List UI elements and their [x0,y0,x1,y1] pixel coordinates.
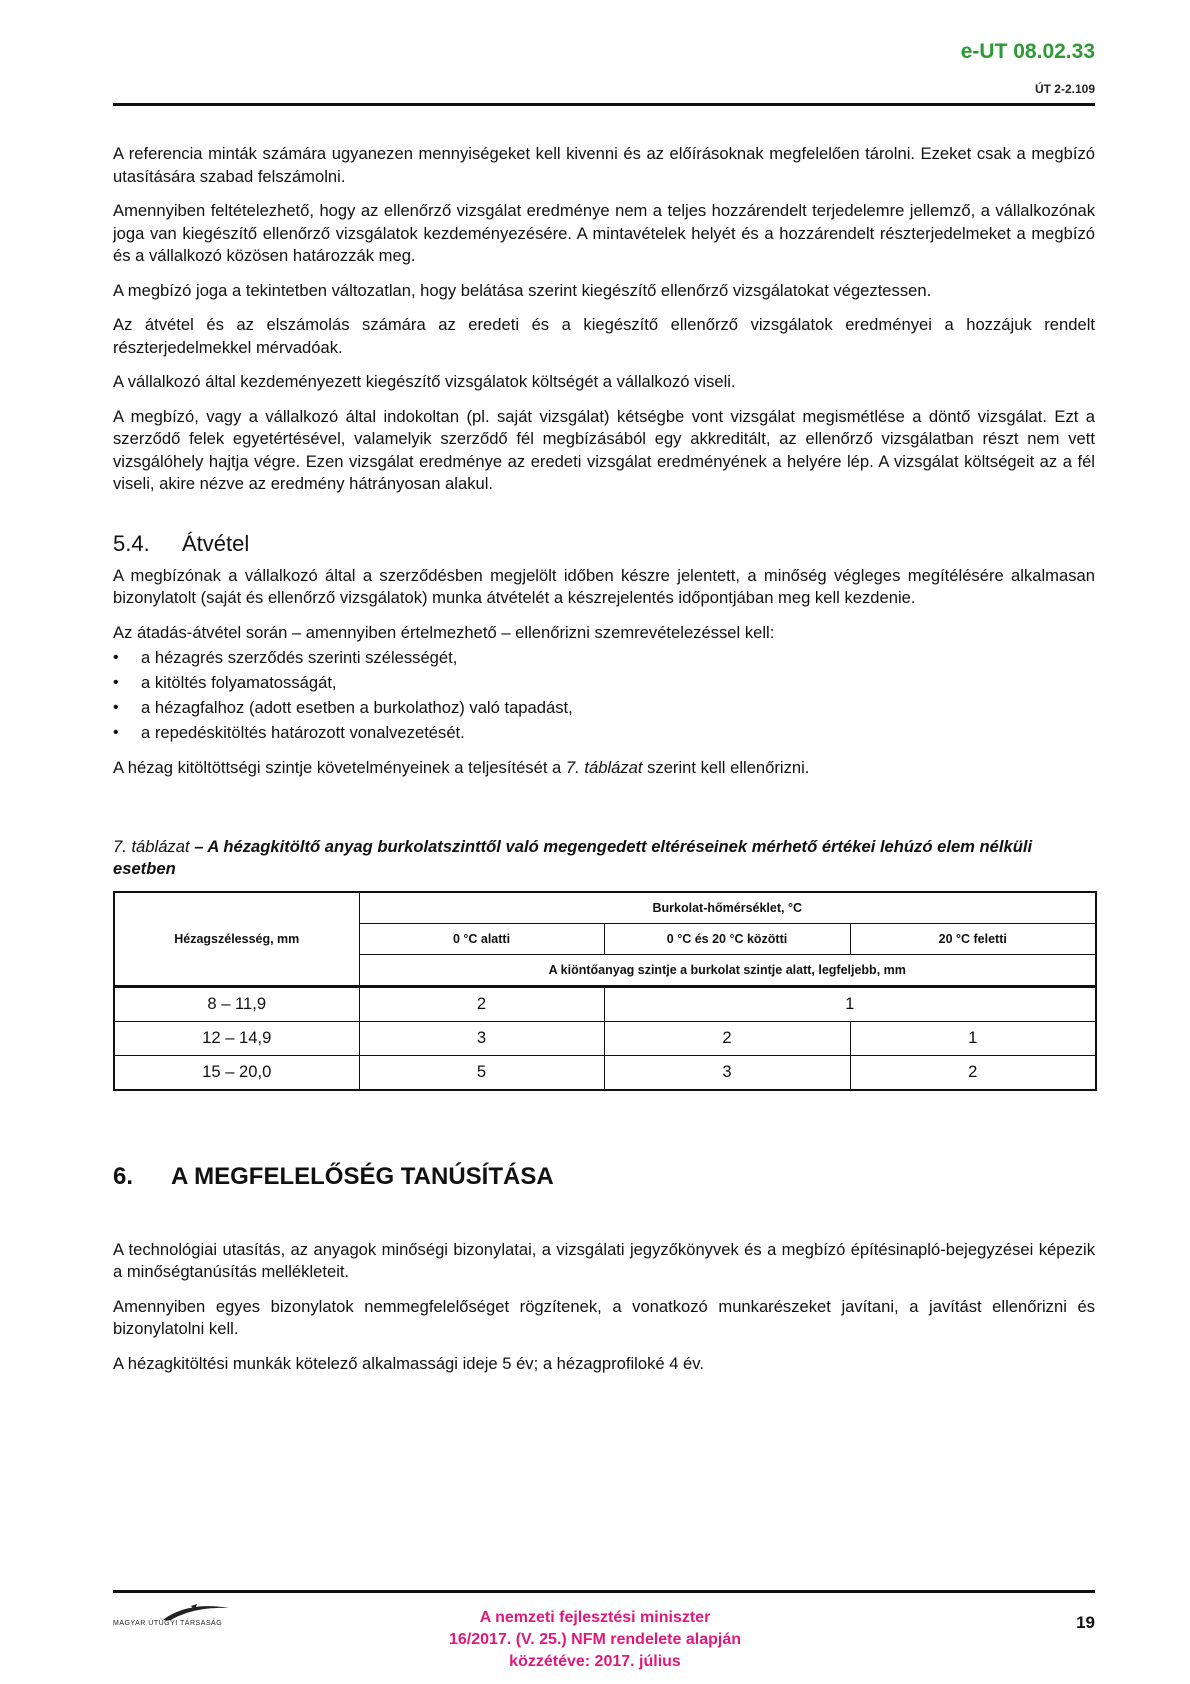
paragraph: A technológiai utasítás, az anyagok minőségi bizonylatai, a vizsgálati jegyzőkönyvek és a megbízó építésinapló-bejegyzései képezik a minőségtanúsítás mellékleteit. [113,1239,1095,1281]
cell-width: 8 – 11,9 [114,986,359,1021]
cell-width: 15 – 20,0 [114,1055,359,1090]
paragraph: Amennyiben feltételezhető, hogy az ellenőrző vizsgálat eredménye nem a teljes hozzárendelt terjedelemre jellemző, a vállalkozónak joga van kiegészítő ellenőrző vizsgálatok kezdeményezésére. A mintavételek helyét és a hozzárendelt részterjedelmeket a megbízó és a vállalkozó közösen határozzák meg. [113,201,1095,265]
list-item-text: a repedéskitöltés határozott vonalvezetését. [141,723,465,742]
table-row [114,1021,1096,1055]
paragraph: A hézagkitöltési munkák kötelező alkalmassági ideje 5 év; a hézagprofiloké 4 év. [113,1353,704,1373]
cell-value: 1 [850,1021,1096,1055]
text-run: A hézag kitöltöttségi szintje követelményeinek a teljesítését a [113,758,566,777]
caption-ref: 7. táblázat [113,836,190,856]
header-joint-width: Hézagszélesség, mm [114,892,359,987]
list-item-text: a hézagfalhoz (adott esetben a burkolathoz) való tapadást, [141,698,573,717]
list-item [113,695,1095,720]
cell-value: 2 [604,1021,850,1055]
section-number: 5.4. [113,530,150,556]
table-reference: 7. táblázat [565,758,643,777]
section-number: 6. [113,1162,134,1190]
header-temperature: Burkolat-hőmérséklet, °C [359,892,1096,924]
header-subheader: A kiöntőanyag szintje a burkolat szintje alatt, legfeljebb, mm [359,954,1096,986]
publication-line: 16/2017. (V. 25.) NFM rendelete alapján [449,1631,741,1648]
organization-name: MAGYAR ÚTÜGYI TÁRSASÁG [113,1620,223,1627]
cell-value: 2 [850,1055,1096,1090]
list-item [113,670,1095,695]
section-6-heading [113,1163,1095,1191]
publication-line: közzétéve: 2017. július [509,1653,681,1670]
header-col-above-20: 20 °C feletti [850,923,1096,954]
list-intro: Az átadás-átvétel során – amennyiben értelmezhető – ellenőrizni szemrevételezéssel kell: [113,622,775,642]
paragraph [113,757,1095,780]
paragraph: A megbízó joga a tekintetben változatlan, hogy belátása szerint kiegészítő ellenőrző vizsgálatokat végeztessen. [113,280,932,300]
paragraph: A vállalkozó által kezdeményezett kiegészítő vizsgálatok költségét a vállalkozó viseli. [113,372,736,391]
table-row [114,1055,1096,1090]
section-title: A MEGFELELŐSÉG TANÚSÍTÁSA [171,1162,554,1190]
page-number: 19 [1076,1613,1095,1632]
document-code: e-UT 08.02.33 [960,40,1095,63]
header-col-0-20: 0 °C és 20 °C közötti [604,923,850,954]
header-divider [113,103,1095,106]
logo-swoosh-icon [161,1602,231,1622]
bullet-icon: • [113,699,119,716]
cell-value: 1 [604,986,1096,1021]
bullet-icon: • [113,674,119,691]
publication-note [345,1607,845,1673]
table-caption [113,836,1095,880]
cell-value: 3 [359,1021,604,1055]
header-col-below-0: 0 °C alatti [359,923,604,954]
page-content [113,143,1095,1387]
joint-fill-table [113,891,1097,1091]
cell-value: 5 [359,1055,604,1090]
paragraph: Az átvétel és az elszámolás számára az eredeti és a kiegészítő ellenőrző vizsgálatok eredményei a hozzájuk rendelt részterjedelmekkel mérvadóak. [113,315,1095,357]
bullet-icon: • [113,649,119,666]
paragraph: A megbízó, vagy a vállalkozó által indokoltan (pl. saját vizsgálat) kétségbe vont vizsgálat megismétlése a döntő vizsgálat. Ezt a szerződő felek egyetértésével, valamelyik szerződő fél megbízásából egy akkreditált, az ellenőrző vizsgálatban részt nem vett vizsgálóhely hajtja végre. Ezen vizsgálat eredménye az eredeti vizsgálat eredményének a helyére lép. A vizsgálat költségeit az a fél viseli, akire nézve az eredmény hátrányosan alakul. [113,406,1095,493]
list-item-text: a kitöltés folyamatosságát, [141,673,337,692]
document-reference: ÚT 2-2.109 [1034,82,1095,96]
bullet-icon: • [113,724,119,741]
list-item-text: a hézagrés szerződés szerinti szélességét, [141,648,458,667]
cell-value: 3 [604,1055,850,1090]
table-row [114,986,1096,1021]
cell-value: 2 [359,986,604,1021]
inspection-list [113,645,1095,745]
caption-text: – A hézagkitöltő anyag burkolatszinttől való megengedett eltéréseinek mérhető értékei lehúzó elem nélküli esetben [113,836,1033,878]
cell-width: 12 – 14,9 [114,1021,359,1055]
list-item [113,720,1095,745]
section-title: Átvétel [182,530,250,556]
paragraph: Amennyiben egyes bizonylatok nemmegfelelőséget rögzítenek, a vonatkozó munkarészeket javítani, a javítást ellenőrizni és bizonylatolni kell. [113,1296,1095,1338]
paragraph: A referencia minták számára ugyanezen mennyiségeket kell kivenni és az előírásoknak megfelelően tárolni. Ezeket csak a megbízó utasítására szabad felszámolni. [113,144,1095,186]
organization-logo [113,1602,263,1632]
publication-line: A nemzeti fejlesztési miniszter [479,1609,711,1626]
list-item [113,645,1095,670]
text-run: szerint kell ellenőrizni. [642,758,810,777]
paragraph: A megbízónak a vállalkozó által a szerződésben megjelölt időben készre jelentett, a minőség végleges megítélésére alkalmasan bizonylatolt (saját és ellenőrző vizsgálatok) munka átvételét a készrejelentés időpontjában meg kell kezdenie. [113,565,1095,607]
section-5-4-heading [113,531,1095,557]
footer-divider [113,1590,1095,1593]
